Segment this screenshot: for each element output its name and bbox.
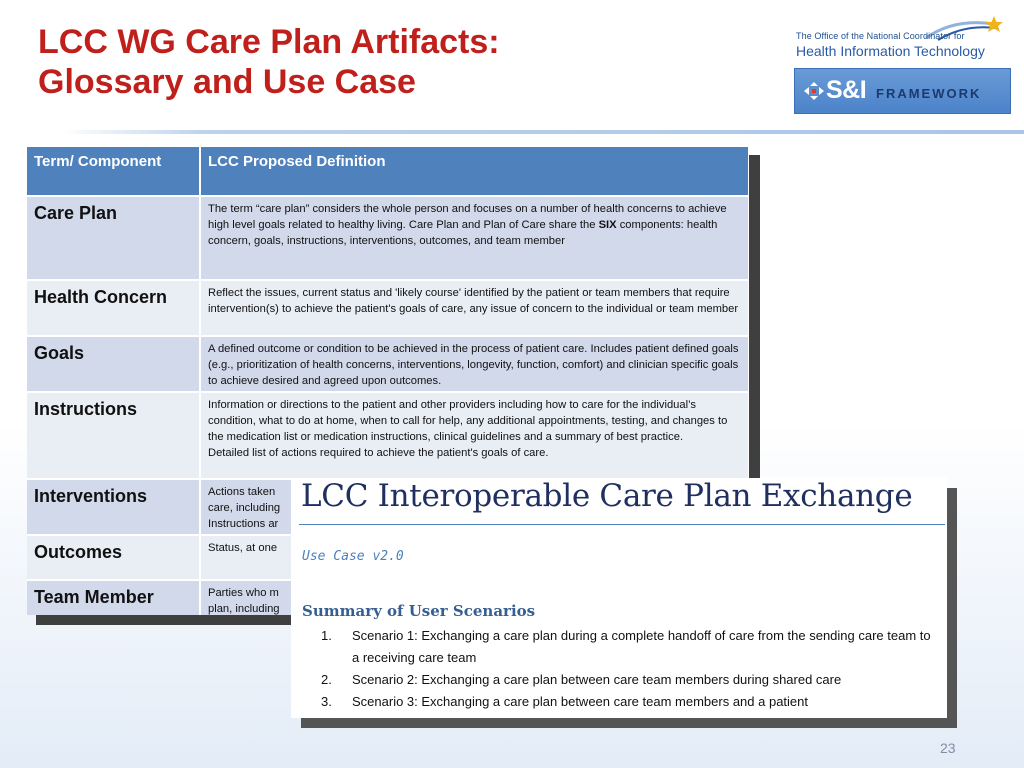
definition-care-plan: The term “care plan” considers the whole person and focuses on a number of health concerns to achieve high level goals related to healthy living. Care Plan and Plan of Care share the SIX components: health concern, goals, instructions, interventions, outcomes, and team member: [200, 196, 749, 280]
onc-logo-line-1: The Office of the National Coordinator for: [796, 31, 965, 41]
term-outcomes: Outcomes: [27, 535, 200, 580]
use-case-title: LCC Interoperable Care Plan Exchange: [301, 478, 913, 514]
si-framework-logo: [794, 68, 1011, 114]
si-logo-text: S&I: [826, 76, 867, 104]
scenario-item-3: 3. Scenario 3: Exchanging a care plan between care team members and a patient: [321, 694, 809, 709]
header-definition: LCC Proposed Definition: [200, 147, 749, 196]
onc-logo: [794, 14, 1006, 64]
scenarios-heading: Summary of User Scenarios: [302, 602, 536, 620]
definition-interventions: Actions taken care, including Instructions ar: [200, 479, 749, 535]
table-row-health-concern: [27, 280, 749, 336]
table-row-goals: [27, 336, 749, 392]
scenario-list: [321, 625, 941, 713]
use-case-document: [291, 478, 947, 718]
definition-goals: A defined outcome or condition to be achieved in the process of patient care. Includes patient defined goals (e.g., prioritization of health concerns, interventions, longevity, function, comfort) and clinician specific goals to achieve desired and agreed upon outcomes.: [200, 336, 749, 392]
term-interventions: Interventions: [27, 479, 200, 535]
onc-logo-line-2: Health Information Technology: [796, 43, 985, 59]
title-divider: [60, 130, 1024, 134]
page-number: 23: [940, 740, 956, 756]
term-care-plan: Care Plan: [27, 196, 200, 280]
scenario-item-1: 1. Scenario 1: Exchanging a care plan during a complete handoff of care from the sending care team to a receiving care team: [321, 628, 931, 665]
table-row-instructions: [27, 392, 749, 479]
definition-instructions: Information or directions to the patient and other providers including how to care for the individual’s condition, what to do at home, when to call for help, any additional appointments, testing, and changes to the medication list or medication instructions, clinical guidelines and a summary of best practice. Detailed list of actions required to achieve the patient's goals of care.: [200, 392, 749, 479]
slide-title-line-1: LCC WG Care Plan Artifacts:: [38, 23, 500, 61]
term-team-member: Team Member: [27, 580, 200, 615]
use-case-title-rule: [299, 524, 945, 525]
si-logo-subtext: FRAMEWORK: [876, 86, 982, 101]
use-case-version: Use Case v2.0: [302, 549, 404, 564]
definition-health-concern: Reflect the issues, current status and 'likely course' identified by the patient or team members that require intervention(s) to achieve the patient's goals of care, any issue of concern to the individual or team member: [200, 280, 749, 336]
term-goals: Goals: [27, 336, 200, 392]
table-row-care-plan: [27, 196, 749, 280]
slide-title-line-2: Glossary and Use Case: [38, 63, 416, 101]
slide-title: [38, 22, 598, 102]
scenario-item-2: 2. Scenario 2: Exchanging a care plan between care team members during shared care: [321, 672, 842, 687]
table-header-row: [27, 147, 749, 196]
term-health-concern: Health Concern: [27, 280, 200, 336]
definition-team-member: Parties who m plan, including: [200, 580, 749, 615]
definition-outcomes: Status, at one: [200, 535, 749, 580]
si-arrows-icon: [804, 82, 824, 100]
header-term: Term/ Component: [27, 147, 200, 196]
term-instructions: Instructions: [27, 392, 200, 479]
